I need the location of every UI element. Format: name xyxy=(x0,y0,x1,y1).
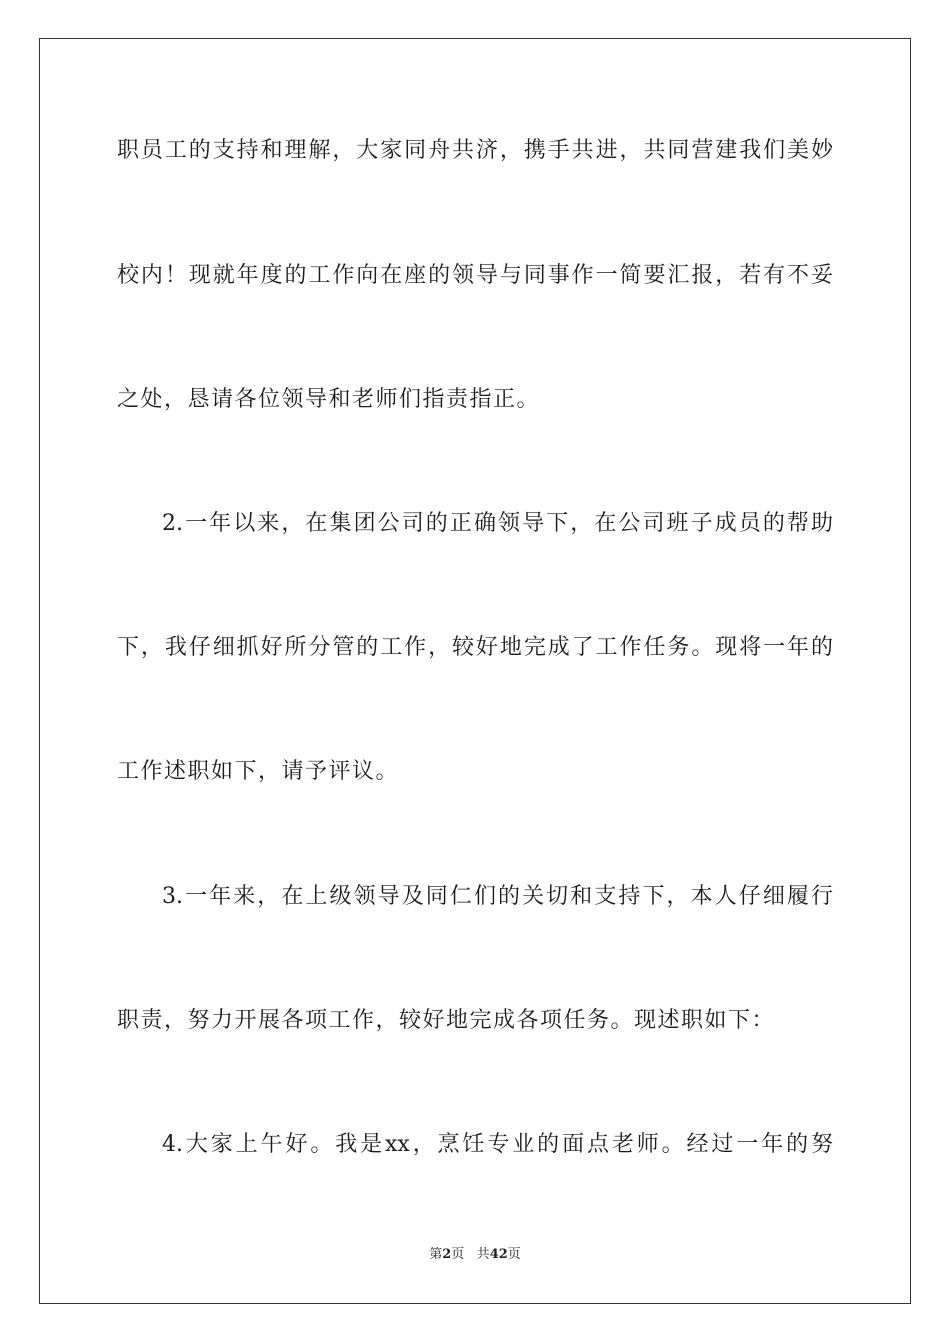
page-footer xyxy=(0,1246,950,1264)
page-prefix: 第 xyxy=(429,1247,443,1262)
total-pages: 42 xyxy=(489,1247,508,1262)
paragraph-2-line-2: 下，我仔细抓好所分管的工作，较好地完成了工作任务。现将一年的 xyxy=(117,635,833,660)
paragraph-line-1: 职员工的支持和理解，大家同舟共济，携手共进，共同营建我们美妙 xyxy=(117,138,833,163)
paragraph-2-line-3: 工作述职如下，请予评议。 xyxy=(117,759,400,784)
total-suffix: 页 xyxy=(507,1247,521,1262)
page-border xyxy=(39,38,911,1304)
paragraph-2-line-1: 2.一年以来，在集团公司的正确领导下，在公司班子成员的帮助 xyxy=(162,511,833,536)
paragraph-3-line-2: 职责，努力开展各项工作，较好地完成各项任务。现述职如下： xyxy=(117,1008,776,1033)
paragraph-line-3: 之处，恳请各位领导和老师们指责指正。 xyxy=(117,387,541,412)
paragraph-3-line-1: 3.一年来，在上级领导及同仁们的关切和支持下，本人仔细履行 xyxy=(162,884,833,909)
paragraph-line-2: 校内！现就年度的工作向在座的领导与同事作一简要汇报，若有不妥 xyxy=(117,263,833,288)
page-number: 2 xyxy=(442,1247,452,1262)
paragraph-4-line-1: 4.大家上午好。我是xx，烹饪专业的面点老师。经过一年的努 xyxy=(162,1132,833,1157)
total-prefix: 共 xyxy=(476,1247,490,1262)
page-suffix: 页 xyxy=(451,1247,465,1262)
